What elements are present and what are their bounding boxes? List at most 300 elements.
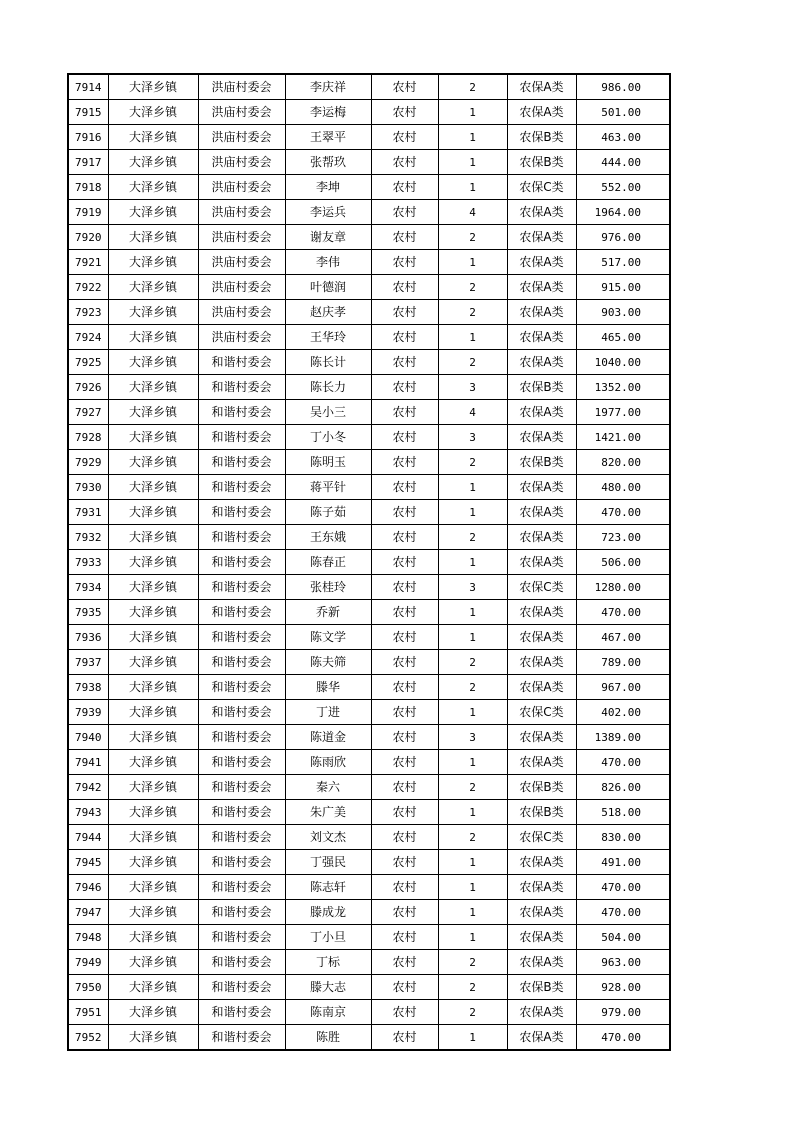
table-row (68, 500, 670, 525)
cell-village-committee: 和谐村委会 (198, 925, 285, 950)
cell-person-name: 滕华 (285, 675, 371, 700)
cell-amount: 491.00 (576, 850, 670, 875)
cell-amount: 826.00 (576, 775, 670, 800)
cell-insurance-category: 农保A类 (507, 200, 576, 225)
table-row (68, 925, 670, 950)
cell-serial-number: 7921 (68, 250, 108, 275)
cell-household-count: 3 (438, 725, 507, 750)
table-row (68, 400, 670, 425)
table-body (68, 74, 670, 1050)
cell-insurance-category: 农保A类 (507, 350, 576, 375)
cell-person-name: 王东娥 (285, 525, 371, 550)
cell-serial-number: 7943 (68, 800, 108, 825)
cell-amount: 470.00 (576, 875, 670, 900)
cell-village-committee: 和谐村委会 (198, 475, 285, 500)
cell-household-count: 1 (438, 175, 507, 200)
cell-amount: 986.00 (576, 74, 670, 100)
cell-area-type: 农村 (371, 900, 438, 925)
cell-insurance-category: 农保A类 (507, 675, 576, 700)
cell-household-count: 1 (438, 150, 507, 175)
cell-village-committee: 和谐村委会 (198, 800, 285, 825)
cell-township: 大泽乡镇 (108, 800, 198, 825)
cell-village-committee: 和谐村委会 (198, 900, 285, 925)
cell-township: 大泽乡镇 (108, 725, 198, 750)
cell-insurance-category: 农保A类 (507, 500, 576, 525)
table-row (68, 575, 670, 600)
cell-insurance-category: 农保A类 (507, 275, 576, 300)
cell-serial-number: 7938 (68, 675, 108, 700)
cell-insurance-category: 农保A类 (507, 950, 576, 975)
cell-area-type: 农村 (371, 625, 438, 650)
cell-area-type: 农村 (371, 975, 438, 1000)
cell-serial-number: 7934 (68, 575, 108, 600)
table-row (68, 950, 670, 975)
cell-township: 大泽乡镇 (108, 250, 198, 275)
cell-insurance-category: 农保A类 (507, 750, 576, 775)
cell-area-type: 农村 (371, 800, 438, 825)
cell-serial-number: 7942 (68, 775, 108, 800)
cell-household-count: 1 (438, 800, 507, 825)
cell-serial-number: 7932 (68, 525, 108, 550)
cell-area-type: 农村 (371, 525, 438, 550)
cell-village-committee: 洪庙村委会 (198, 175, 285, 200)
cell-person-name: 陈南京 (285, 1000, 371, 1025)
cell-township: 大泽乡镇 (108, 425, 198, 450)
cell-amount: 506.00 (576, 550, 670, 575)
cell-insurance-category: 农保C类 (507, 575, 576, 600)
cell-person-name: 陈志轩 (285, 875, 371, 900)
cell-amount: 976.00 (576, 225, 670, 250)
cell-amount: 470.00 (576, 600, 670, 625)
cell-area-type: 农村 (371, 925, 438, 950)
cell-person-name: 谢友章 (285, 225, 371, 250)
cell-township: 大泽乡镇 (108, 475, 198, 500)
cell-area-type: 农村 (371, 575, 438, 600)
cell-person-name: 丁强民 (285, 850, 371, 875)
cell-household-count: 2 (438, 300, 507, 325)
cell-household-count: 1 (438, 850, 507, 875)
cell-amount: 1280.00 (576, 575, 670, 600)
cell-amount: 789.00 (576, 650, 670, 675)
cell-household-count: 2 (438, 525, 507, 550)
cell-township: 大泽乡镇 (108, 125, 198, 150)
cell-person-name: 陈长计 (285, 350, 371, 375)
cell-village-committee: 和谐村委会 (198, 425, 285, 450)
cell-insurance-category: 农保A类 (507, 225, 576, 250)
cell-amount: 1389.00 (576, 725, 670, 750)
cell-township: 大泽乡镇 (108, 400, 198, 425)
cell-village-committee: 和谐村委会 (198, 850, 285, 875)
cell-township: 大泽乡镇 (108, 975, 198, 1000)
cell-area-type: 农村 (371, 650, 438, 675)
cell-person-name: 李伟 (285, 250, 371, 275)
table-row (68, 525, 670, 550)
cell-township: 大泽乡镇 (108, 675, 198, 700)
cell-insurance-category: 农保B类 (507, 800, 576, 825)
cell-insurance-category: 农保B类 (507, 975, 576, 1000)
cell-village-committee: 和谐村委会 (198, 775, 285, 800)
cell-insurance-category: 农保B类 (507, 125, 576, 150)
table-row (68, 250, 670, 275)
table-row (68, 1025, 670, 1051)
cell-serial-number: 7947 (68, 900, 108, 925)
cell-serial-number: 7918 (68, 175, 108, 200)
cell-amount: 1352.00 (576, 375, 670, 400)
table-row (68, 100, 670, 125)
cell-area-type: 农村 (371, 475, 438, 500)
cell-insurance-category: 农保B类 (507, 450, 576, 475)
allowance-table (67, 73, 671, 1051)
cell-insurance-category: 农保A类 (507, 100, 576, 125)
cell-area-type: 农村 (371, 375, 438, 400)
cell-person-name: 叶德润 (285, 275, 371, 300)
cell-household-count: 3 (438, 575, 507, 600)
cell-township: 大泽乡镇 (108, 275, 198, 300)
cell-serial-number: 7916 (68, 125, 108, 150)
table-row (68, 750, 670, 775)
cell-household-count: 1 (438, 125, 507, 150)
table-row (68, 300, 670, 325)
cell-person-name: 陈春正 (285, 550, 371, 575)
cell-amount: 517.00 (576, 250, 670, 275)
cell-amount: 480.00 (576, 475, 670, 500)
cell-person-name: 陈子茹 (285, 500, 371, 525)
table-row (68, 850, 670, 875)
cell-insurance-category: 农保A类 (507, 900, 576, 925)
cell-township: 大泽乡镇 (108, 450, 198, 475)
cell-area-type: 农村 (371, 150, 438, 175)
table-row (68, 650, 670, 675)
cell-household-count: 1 (438, 100, 507, 125)
cell-township: 大泽乡镇 (108, 600, 198, 625)
cell-amount: 1977.00 (576, 400, 670, 425)
cell-serial-number: 7933 (68, 550, 108, 575)
cell-person-name: 丁标 (285, 950, 371, 975)
cell-insurance-category: 农保B类 (507, 375, 576, 400)
cell-township: 大泽乡镇 (108, 375, 198, 400)
cell-village-committee: 和谐村委会 (198, 750, 285, 775)
cell-amount: 402.00 (576, 700, 670, 725)
cell-village-committee: 洪庙村委会 (198, 325, 285, 350)
table-row (68, 425, 670, 450)
cell-village-committee: 和谐村委会 (198, 625, 285, 650)
cell-township: 大泽乡镇 (108, 300, 198, 325)
cell-amount: 467.00 (576, 625, 670, 650)
cell-amount: 967.00 (576, 675, 670, 700)
cell-household-count: 2 (438, 225, 507, 250)
cell-area-type: 农村 (371, 875, 438, 900)
cell-village-committee: 和谐村委会 (198, 725, 285, 750)
cell-insurance-category: 农保C类 (507, 175, 576, 200)
table-row (68, 625, 670, 650)
cell-serial-number: 7939 (68, 700, 108, 725)
cell-township: 大泽乡镇 (108, 875, 198, 900)
cell-village-committee: 和谐村委会 (198, 500, 285, 525)
cell-area-type: 农村 (371, 1025, 438, 1051)
cell-amount: 463.00 (576, 125, 670, 150)
cell-amount: 915.00 (576, 275, 670, 300)
cell-village-committee: 洪庙村委会 (198, 125, 285, 150)
cell-insurance-category: 农保A类 (507, 625, 576, 650)
cell-serial-number: 7920 (68, 225, 108, 250)
cell-person-name: 朱广美 (285, 800, 371, 825)
cell-village-committee: 洪庙村委会 (198, 225, 285, 250)
table-row (68, 200, 670, 225)
cell-person-name: 秦六 (285, 775, 371, 800)
cell-village-committee: 和谐村委会 (198, 825, 285, 850)
cell-serial-number: 7935 (68, 600, 108, 625)
cell-village-committee: 和谐村委会 (198, 600, 285, 625)
cell-person-name: 陈雨欣 (285, 750, 371, 775)
cell-area-type: 农村 (371, 125, 438, 150)
cell-insurance-category: 农保A类 (507, 1000, 576, 1025)
cell-amount: 465.00 (576, 325, 670, 350)
cell-household-count: 1 (438, 600, 507, 625)
table-row (68, 350, 670, 375)
cell-area-type: 农村 (371, 250, 438, 275)
cell-insurance-category: 农保A类 (507, 725, 576, 750)
cell-area-type: 农村 (371, 200, 438, 225)
table-row (68, 600, 670, 625)
cell-household-count: 1 (438, 750, 507, 775)
cell-township: 大泽乡镇 (108, 225, 198, 250)
cell-person-name: 陈道金 (285, 725, 371, 750)
table-row (68, 675, 670, 700)
cell-area-type: 农村 (371, 775, 438, 800)
cell-person-name: 张桂玲 (285, 575, 371, 600)
cell-serial-number: 7949 (68, 950, 108, 975)
cell-household-count: 4 (438, 200, 507, 225)
cell-person-name: 李坤 (285, 175, 371, 200)
cell-insurance-category: 农保A类 (507, 400, 576, 425)
cell-village-committee: 和谐村委会 (198, 400, 285, 425)
cell-insurance-category: 农保B类 (507, 150, 576, 175)
cell-person-name: 李运梅 (285, 100, 371, 125)
cell-person-name: 陈文学 (285, 625, 371, 650)
cell-person-name: 李庆祥 (285, 74, 371, 100)
cell-insurance-category: 农保B类 (507, 775, 576, 800)
cell-serial-number: 7937 (68, 650, 108, 675)
cell-village-committee: 洪庙村委会 (198, 250, 285, 275)
cell-person-name: 陈夫筛 (285, 650, 371, 675)
cell-village-committee: 洪庙村委会 (198, 300, 285, 325)
cell-insurance-category: 农保A类 (507, 425, 576, 450)
cell-village-committee: 和谐村委会 (198, 975, 285, 1000)
cell-insurance-category: 农保A类 (507, 850, 576, 875)
cell-household-count: 2 (438, 775, 507, 800)
cell-serial-number: 7917 (68, 150, 108, 175)
cell-insurance-category: 农保A类 (507, 550, 576, 575)
cell-village-committee: 和谐村委会 (198, 950, 285, 975)
cell-township: 大泽乡镇 (108, 825, 198, 850)
cell-township: 大泽乡镇 (108, 175, 198, 200)
cell-village-committee: 和谐村委会 (198, 1025, 285, 1051)
cell-household-count: 2 (438, 950, 507, 975)
cell-amount: 820.00 (576, 450, 670, 475)
table-row (68, 550, 670, 575)
cell-person-name: 李运兵 (285, 200, 371, 225)
cell-area-type: 农村 (371, 350, 438, 375)
cell-household-count: 2 (438, 675, 507, 700)
cell-amount: 501.00 (576, 100, 670, 125)
cell-household-count: 2 (438, 650, 507, 675)
cell-township: 大泽乡镇 (108, 850, 198, 875)
cell-person-name: 丁进 (285, 700, 371, 725)
cell-township: 大泽乡镇 (108, 625, 198, 650)
cell-village-committee: 和谐村委会 (198, 700, 285, 725)
cell-amount: 518.00 (576, 800, 670, 825)
cell-village-committee: 和谐村委会 (198, 550, 285, 575)
cell-township: 大泽乡镇 (108, 74, 198, 100)
cell-serial-number: 7924 (68, 325, 108, 350)
cell-household-count: 1 (438, 325, 507, 350)
cell-village-committee: 和谐村委会 (198, 450, 285, 475)
table-row (68, 450, 670, 475)
table-row (68, 125, 670, 150)
table-row (68, 325, 670, 350)
cell-serial-number: 7925 (68, 350, 108, 375)
cell-village-committee: 和谐村委会 (198, 525, 285, 550)
cell-amount: 723.00 (576, 525, 670, 550)
cell-household-count: 1 (438, 550, 507, 575)
cell-insurance-category: 农保A类 (507, 600, 576, 625)
cell-household-count: 1 (438, 1025, 507, 1051)
cell-household-count: 2 (438, 74, 507, 100)
cell-insurance-category: 农保A类 (507, 300, 576, 325)
cell-area-type: 农村 (371, 675, 438, 700)
cell-household-count: 2 (438, 275, 507, 300)
cell-township: 大泽乡镇 (108, 525, 198, 550)
cell-township: 大泽乡镇 (108, 550, 198, 575)
cell-person-name: 乔新 (285, 600, 371, 625)
cell-person-name: 丁小冬 (285, 425, 371, 450)
cell-person-name: 蒋平针 (285, 475, 371, 500)
cell-person-name: 王华玲 (285, 325, 371, 350)
cell-village-committee: 和谐村委会 (198, 350, 285, 375)
cell-area-type: 农村 (371, 550, 438, 575)
cell-amount: 830.00 (576, 825, 670, 850)
cell-serial-number: 7923 (68, 300, 108, 325)
table-row (68, 875, 670, 900)
table-row (68, 175, 670, 200)
cell-household-count: 2 (438, 825, 507, 850)
table-row (68, 825, 670, 850)
cell-amount: 979.00 (576, 1000, 670, 1025)
cell-insurance-category: 农保A类 (507, 1025, 576, 1051)
cell-area-type: 农村 (371, 500, 438, 525)
cell-township: 大泽乡镇 (108, 700, 198, 725)
cell-serial-number: 7945 (68, 850, 108, 875)
cell-village-committee: 和谐村委会 (198, 575, 285, 600)
cell-township: 大泽乡镇 (108, 1025, 198, 1051)
cell-area-type: 农村 (371, 300, 438, 325)
cell-amount: 470.00 (576, 1025, 670, 1051)
cell-amount: 928.00 (576, 975, 670, 1000)
cell-serial-number: 7931 (68, 500, 108, 525)
cell-township: 大泽乡镇 (108, 750, 198, 775)
cell-household-count: 1 (438, 900, 507, 925)
cell-insurance-category: 农保A类 (507, 250, 576, 275)
cell-serial-number: 7951 (68, 1000, 108, 1025)
cell-person-name: 丁小旦 (285, 925, 371, 950)
cell-serial-number: 7941 (68, 750, 108, 775)
cell-serial-number: 7952 (68, 1025, 108, 1051)
cell-area-type: 农村 (371, 275, 438, 300)
table-row (68, 225, 670, 250)
cell-serial-number: 7948 (68, 925, 108, 950)
cell-insurance-category: 农保A类 (507, 325, 576, 350)
cell-serial-number: 7946 (68, 875, 108, 900)
cell-serial-number: 7930 (68, 475, 108, 500)
cell-insurance-category: 农保A类 (507, 875, 576, 900)
cell-insurance-category: 农保A类 (507, 475, 576, 500)
cell-person-name: 陈明玉 (285, 450, 371, 475)
cell-village-committee: 和谐村委会 (198, 675, 285, 700)
cell-township: 大泽乡镇 (108, 650, 198, 675)
cell-area-type: 农村 (371, 950, 438, 975)
cell-village-committee: 洪庙村委会 (198, 200, 285, 225)
cell-area-type: 农村 (371, 700, 438, 725)
cell-household-count: 2 (438, 350, 507, 375)
cell-household-count: 4 (438, 400, 507, 425)
cell-amount: 903.00 (576, 300, 670, 325)
cell-household-count: 1 (438, 925, 507, 950)
cell-amount: 1040.00 (576, 350, 670, 375)
cell-household-count: 2 (438, 450, 507, 475)
cell-area-type: 农村 (371, 400, 438, 425)
table-row (68, 700, 670, 725)
cell-household-count: 1 (438, 250, 507, 275)
cell-household-count: 1 (438, 625, 507, 650)
cell-amount: 552.00 (576, 175, 670, 200)
cell-insurance-category: 农保A类 (507, 525, 576, 550)
cell-serial-number: 7944 (68, 825, 108, 850)
cell-serial-number: 7940 (68, 725, 108, 750)
table-row (68, 475, 670, 500)
cell-village-committee: 洪庙村委会 (198, 275, 285, 300)
cell-amount: 1964.00 (576, 200, 670, 225)
cell-township: 大泽乡镇 (108, 775, 198, 800)
cell-area-type: 农村 (371, 600, 438, 625)
table-row (68, 150, 670, 175)
cell-township: 大泽乡镇 (108, 100, 198, 125)
table-row (68, 74, 670, 100)
cell-area-type: 农村 (371, 74, 438, 100)
cell-household-count: 1 (438, 700, 507, 725)
table-row (68, 375, 670, 400)
cell-amount: 504.00 (576, 925, 670, 950)
cell-amount: 470.00 (576, 900, 670, 925)
cell-serial-number: 7936 (68, 625, 108, 650)
cell-amount: 1421.00 (576, 425, 670, 450)
cell-township: 大泽乡镇 (108, 200, 198, 225)
cell-amount: 470.00 (576, 750, 670, 775)
cell-household-count: 2 (438, 975, 507, 1000)
cell-serial-number: 7950 (68, 975, 108, 1000)
cell-person-name: 王翠平 (285, 125, 371, 150)
cell-serial-number: 7928 (68, 425, 108, 450)
cell-person-name: 吴小三 (285, 400, 371, 425)
cell-insurance-category: 农保A类 (507, 650, 576, 675)
cell-township: 大泽乡镇 (108, 950, 198, 975)
cell-village-committee: 和谐村委会 (198, 875, 285, 900)
cell-village-committee: 和谐村委会 (198, 1000, 285, 1025)
cell-serial-number: 7914 (68, 74, 108, 100)
cell-amount: 444.00 (576, 150, 670, 175)
cell-person-name: 张帮玖 (285, 150, 371, 175)
cell-household-count: 3 (438, 425, 507, 450)
cell-serial-number: 7926 (68, 375, 108, 400)
